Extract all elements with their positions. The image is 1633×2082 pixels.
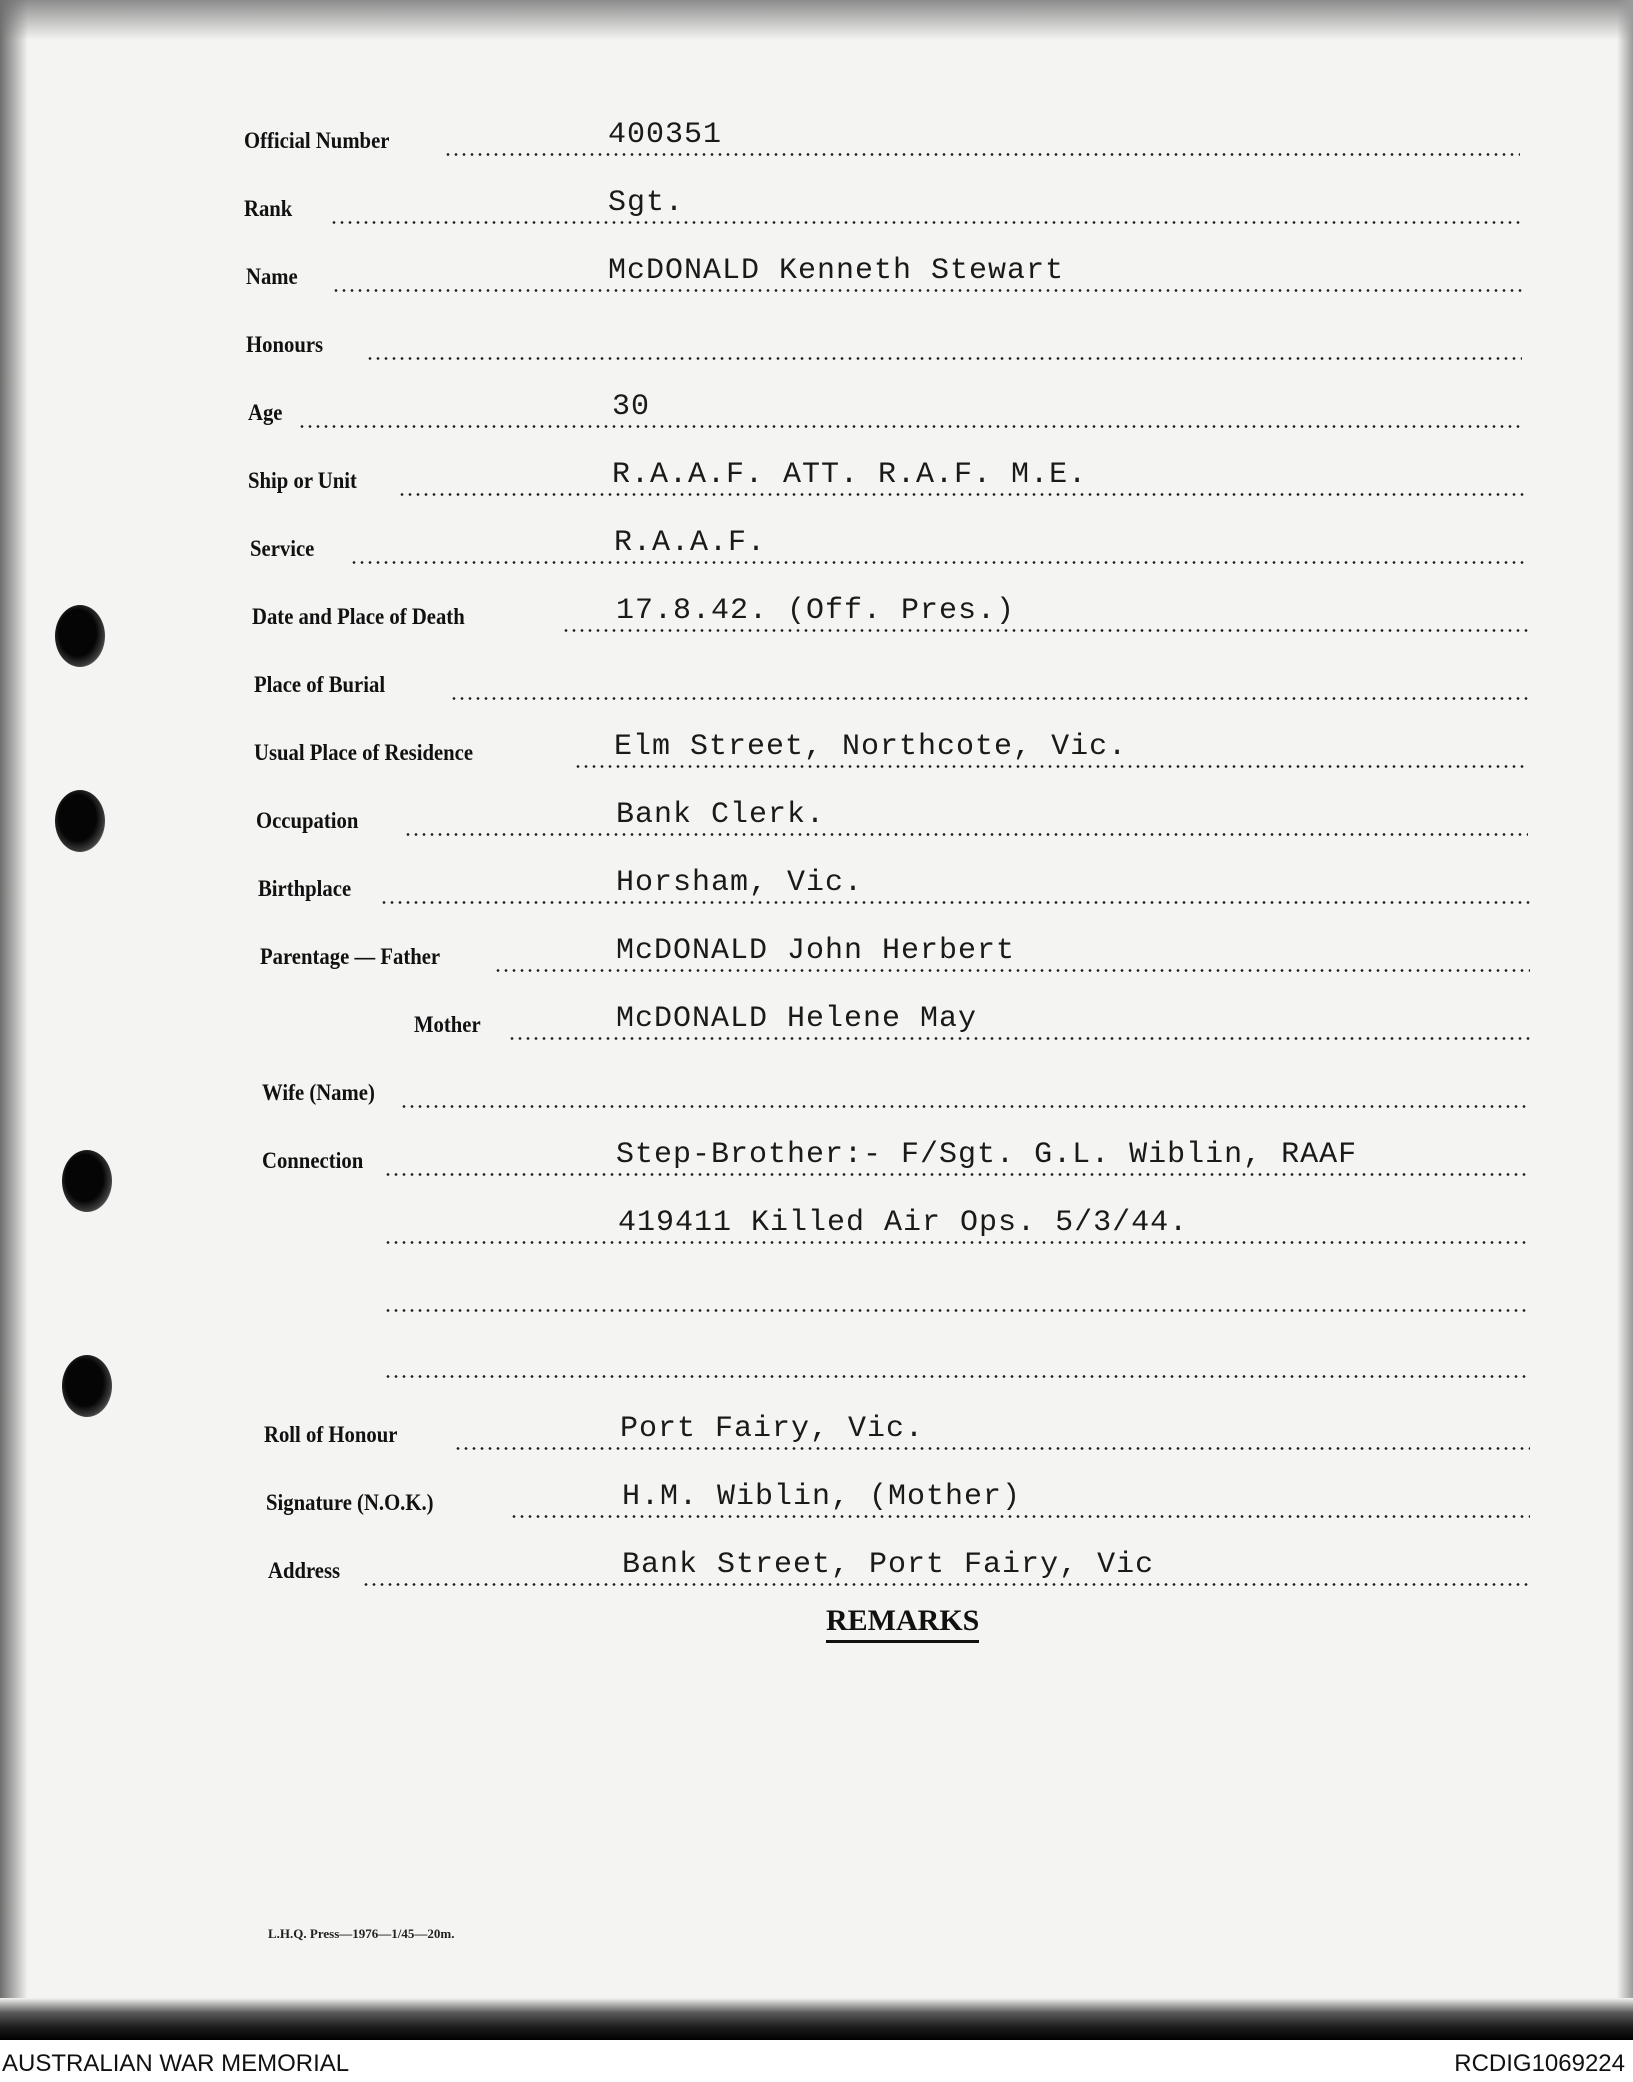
field-label: Age xyxy=(248,400,283,425)
connection-line xyxy=(384,1268,1530,1312)
field-value: McDONALD Helene May xyxy=(616,1002,978,1036)
field-row xyxy=(248,452,1524,496)
field-label: Ship or Unit xyxy=(248,468,357,493)
scan-edge-bottom xyxy=(0,1998,1633,2040)
field-row xyxy=(252,588,1528,632)
field-label: Occupation xyxy=(256,808,359,833)
field-value: 400351 xyxy=(608,118,723,152)
field-row xyxy=(262,1132,1530,1176)
field-label: Parentage — Father xyxy=(260,944,441,969)
field-row xyxy=(250,520,1526,564)
field-row xyxy=(256,792,1528,836)
field-row xyxy=(254,656,1528,700)
dotted-line xyxy=(380,901,1530,904)
punch-hole xyxy=(55,790,105,852)
field-row xyxy=(248,384,1524,428)
dotted-line xyxy=(366,357,1522,360)
punch-hole xyxy=(62,1355,112,1417)
field-row xyxy=(262,1064,1530,1108)
field-value: H.M. Wiblin, (Mother) xyxy=(622,1480,1022,1514)
dotted-line xyxy=(454,1447,1530,1450)
dotted-line xyxy=(384,1375,1530,1378)
field-label: Rank xyxy=(244,196,293,221)
field-value: Step-Brother:- F/Sgt. G.L. Wiblin, RAAF xyxy=(616,1138,1358,1172)
dotted-line xyxy=(510,1515,1530,1518)
dotted-line xyxy=(444,153,1520,156)
connection-value: 419411 Killed Air Ops. 5/3/44. xyxy=(618,1206,1189,1240)
dotted-line xyxy=(384,1241,1530,1244)
dotted-line xyxy=(398,493,1524,496)
field-row xyxy=(264,1406,1530,1450)
field-value: 17.8.42. (Off. Pres.) xyxy=(616,594,1016,628)
archive-credit: AUSTRALIAN WAR MEMORIAL xyxy=(2,2050,350,2077)
dotted-line xyxy=(450,697,1528,700)
field-label: Honours xyxy=(246,332,324,357)
scan-edge-top xyxy=(0,0,1633,40)
field-row xyxy=(246,248,1522,292)
dotted-line xyxy=(384,1309,1530,1312)
field-value: McDONALD Kenneth Stewart xyxy=(608,254,1065,288)
field-label: Usual Place of Residence xyxy=(254,740,474,765)
field-row xyxy=(260,928,1530,972)
field-value: Bank Street, Port Fairy, Vic xyxy=(622,1548,1155,1582)
dotted-line xyxy=(508,1037,1530,1040)
field-label: Service xyxy=(250,536,315,561)
field-label: Address xyxy=(268,1558,341,1583)
field-row xyxy=(414,996,1530,1040)
punch-hole xyxy=(62,1150,112,1212)
field-label: Birthplace xyxy=(258,876,352,901)
field-value: R.A.A.F. ATT. R.A.F. M.E. xyxy=(612,458,1088,492)
dotted-line xyxy=(362,1583,1532,1586)
dotted-line xyxy=(298,425,1524,428)
field-row xyxy=(246,316,1522,360)
field-label: Roll of Honour xyxy=(264,1422,398,1447)
remarks-heading: REMARKS xyxy=(826,1604,979,1643)
scan-edge-right xyxy=(1617,0,1633,2040)
dotted-line xyxy=(400,1105,1530,1108)
field-value: Horsham, Vic. xyxy=(616,866,864,900)
field-label: Connection xyxy=(262,1148,364,1173)
dotted-line xyxy=(350,561,1526,564)
field-label: Mother xyxy=(414,1012,481,1037)
field-row xyxy=(268,1542,1532,1586)
field-value: 30 xyxy=(612,390,651,424)
dotted-line xyxy=(384,1173,1530,1176)
field-label: Wife (Name) xyxy=(262,1080,375,1105)
dotted-line xyxy=(562,629,1528,632)
field-value: Port Fairy, Vic. xyxy=(620,1412,925,1446)
dotted-line xyxy=(574,765,1528,768)
punch-hole xyxy=(55,605,105,667)
field-row xyxy=(244,112,1520,156)
field-row xyxy=(258,860,1530,904)
dotted-line xyxy=(404,833,1528,836)
scan-edge-left xyxy=(0,0,28,2040)
field-row xyxy=(266,1474,1530,1518)
connection-line xyxy=(384,1200,1530,1244)
field-row xyxy=(244,180,1520,224)
field-label: Date and Place of Death xyxy=(252,604,465,629)
field-value: Bank Clerk. xyxy=(616,798,826,832)
connection-line xyxy=(384,1334,1530,1378)
field-value: Elm Street, Northcote, Vic. xyxy=(614,730,1128,764)
field-value: Sgt. xyxy=(608,186,685,220)
dotted-line xyxy=(494,969,1530,972)
field-label: Name xyxy=(246,264,298,289)
field-value: R.A.A.F. xyxy=(614,526,767,560)
dotted-line xyxy=(332,289,1522,292)
printer-imprint: L.H.Q. Press—1976—1/45—20m. xyxy=(268,1926,455,1941)
field-label: Official Number xyxy=(244,128,390,153)
field-label: Signature (N.O.K.) xyxy=(266,1490,434,1515)
archive-id: RCDIG1069224 xyxy=(1454,2050,1625,2077)
field-row xyxy=(254,724,1528,768)
field-value: McDONALD John Herbert xyxy=(616,934,1016,968)
dotted-line xyxy=(330,221,1520,224)
field-label: Place of Burial xyxy=(254,672,386,697)
